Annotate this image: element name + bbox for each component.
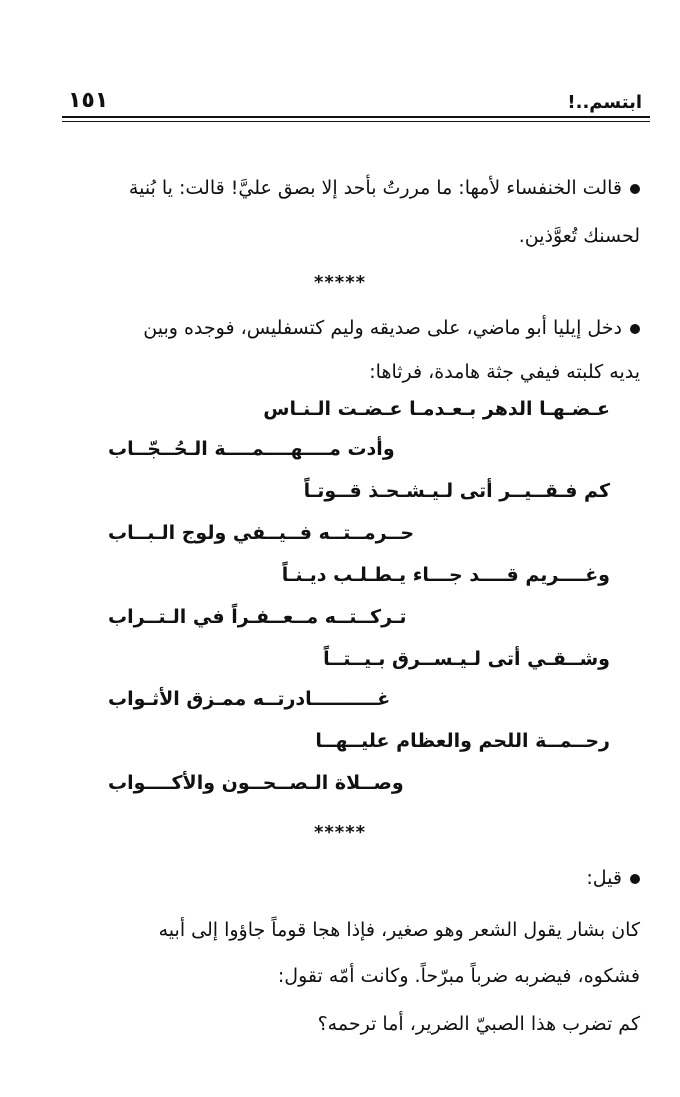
- paragraph-3-line-1: كان بشار يقول الشعر وهو صغير، فإذا هجا قوماً جاؤوا إلى أبيه: [158, 919, 640, 941]
- page-number: ١٥١: [68, 88, 109, 113]
- paragraph-2-line-2: يديه كلبته فيفي جثة هامدة، فرثاها:: [369, 361, 640, 383]
- paragraph-1-line-2: لحسنك تُعوَّذين.: [518, 225, 640, 247]
- bullet-icon: [630, 324, 640, 334]
- poem-verse-9: رحــمــة اللحم والعظام عليــهــا: [315, 730, 610, 752]
- bullet-icon: [630, 874, 640, 884]
- paragraph-1-line-1: قالت الخنفساء لأمها: ما مررتُ بأحد إلا بصق عليَّ! قالت: يا بُنية: [30, 166, 640, 210]
- section-separator: *****: [313, 822, 367, 843]
- running-title: ابتسم..!: [567, 92, 642, 113]
- poem-verse-1: عـضـهـا الدهر بـعـدمـا عـضـت الـنـاس: [263, 398, 610, 420]
- poem-verse-2: وأدت مــــهــــمــــة الـحُــجّــاب: [108, 438, 395, 460]
- paragraph-3-line-2: فشكوه، فيضربه ضرباً مبرّحاً. وكانت أمّه تقول:: [277, 965, 640, 987]
- poem-verse-3: كم فـقــيــر أتى لـيـشـحـذ قــوتـاً: [303, 480, 610, 502]
- poem-verse-10: وصــلاة الـصــحــون والأكــــواب: [108, 772, 404, 794]
- poem-verse-8: غــــــــــادرتــه ممـزق الأثـواب: [108, 688, 391, 710]
- header-rule-thin: [62, 121, 650, 122]
- paragraph-2-line-1: دخل إيليا أبو ماضي، على صديقه وليم كتسفليس، فوجده وبين: [30, 306, 640, 350]
- bullet-icon: [630, 184, 640, 194]
- poem-verse-5: وغــــريم قــــد جـــاء يـطـلـب ديـنـاً: [281, 564, 610, 586]
- poem-verse-4: حــرمــتــه فــيــفي ولوج الـبــاب: [108, 522, 415, 544]
- poem-verse-7: وشــقـي أتى لـيـســرق بـيــتــاً: [323, 648, 610, 670]
- page-header: [62, 82, 650, 122]
- header-rule-thick: [62, 116, 650, 118]
- section-separator: *****: [313, 272, 367, 293]
- poem-verse-6: تـركــتــه مــعــفـراً في الـتــراب: [108, 606, 407, 628]
- paragraph-3-line-3: كم تضرب هذا الصبيّ الضرير، أما ترحمه؟: [317, 1013, 640, 1035]
- paragraph-3-intro: قيل:: [30, 856, 640, 900]
